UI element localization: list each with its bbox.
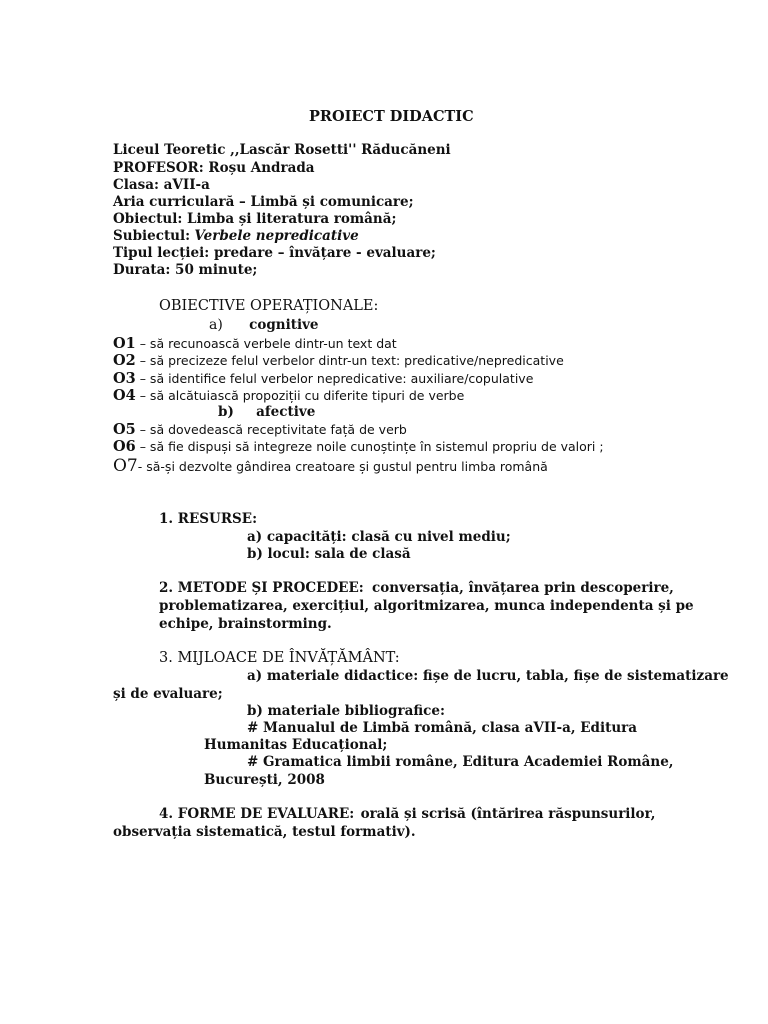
objective-text: – să precizeze felul verbelor dintr-un text: predicative/nepredicative <box>135 353 564 368</box>
affective-subheading <box>218 404 315 421</box>
durata-line: Durata: 50 minute; <box>113 262 258 278</box>
objective-item <box>113 438 604 456</box>
objective-text: – să identifice felul verbelor nepredicative: auxiliare/copulative <box>135 371 534 386</box>
aria-line: Aria curriculară – Limbă și comunicare; <box>113 194 414 210</box>
profesor-line: PROFESOR: Roșu Andrada <box>113 160 315 176</box>
subiectul-line <box>113 228 359 245</box>
mijloace-didactice-cont: și de evaluare; <box>113 686 223 702</box>
resurse-heading: 1. RESURSE: <box>159 511 258 527</box>
objective-text: – să recunoască verbele dintr-un text dat <box>135 336 397 351</box>
mijloace-heading: 3. MIJLOACE DE ÎNVĂȚĂMÂNT: <box>159 650 400 666</box>
forme-line-2: observația sistematică, testul formativ). <box>113 824 416 840</box>
objective-text: – să dovedească receptivitate față de verb <box>135 422 407 437</box>
objective-text: – să fie dispuși să integreze noile cunoștințe în sistemul propriu de valori ; <box>135 439 604 454</box>
objective-item <box>113 458 548 476</box>
objective-item <box>113 387 464 405</box>
objective-key: O1 <box>113 335 136 352</box>
subiectul-value: Verbele nepredicative <box>194 228 359 244</box>
bibliography-item-cont: București, 2008 <box>204 772 325 788</box>
school-name: Liceul Teoretic ,,Lascăr Rosetti'' Răducăneni <box>113 142 451 158</box>
objective-item <box>113 352 564 370</box>
forme-heading: 4. FORME DE EVALUARE: <box>159 806 355 822</box>
metode-text: conversația, învățarea prin descoperire, <box>372 580 674 596</box>
bibliography-item: # Gramatica limbii române, Editura Academiei Române, <box>247 754 674 770</box>
bibliography-item: # Manualul de Limbă română, clasa aVII-a, Editura <box>247 720 637 736</box>
objective-key: O2 <box>113 352 136 369</box>
cognitive-marker: a) <box>209 317 223 333</box>
objectives-heading: OBIECTIVE OPERAȚIONALE: <box>159 298 379 314</box>
mijloace-didactice: a) materiale didactice: fișe de lucru, tabla, fișe de sistematizare <box>247 668 729 684</box>
objective-text: - să-și dezvolte gândirea creatoare și gustul pentru limba română <box>137 459 548 474</box>
objective-key: O3 <box>113 370 136 387</box>
mijloace-bibliografice: b) materiale bibliografice: <box>247 703 445 719</box>
obiectul-line: Obiectul: Limba și literatura română; <box>113 211 397 227</box>
clasa-line: Clasa: aVII-a <box>113 177 210 193</box>
resurse-locul: b) locul: sala de clasă <box>247 546 411 562</box>
subiectul-label: Subiectul: <box>113 228 191 244</box>
cognitive-label: cognitive <box>249 317 319 333</box>
objective-text: – să alcătuiască propoziții cu diferite tipuri de verbe <box>135 388 465 403</box>
objective-item <box>113 421 407 439</box>
objective-key: O4 <box>113 387 136 404</box>
forme-text: orală și scrisă (întărirea răspunsurilor, <box>360 806 656 822</box>
cognitive-subheading <box>209 317 319 334</box>
metode-line-2: problematizarea, exercițiul, algoritmizarea, munca independenta și pe <box>159 598 694 614</box>
objective-item <box>113 370 533 388</box>
tipul-line: Tipul lecției: predare – învățare - evaluare; <box>113 245 436 261</box>
document-title: PROIECT DIDACTIC <box>309 108 474 125</box>
affective-marker: b) <box>218 404 234 420</box>
objective-key: O5 <box>113 421 136 438</box>
forme-line-1 <box>159 806 655 823</box>
bibliography-item-cont: Humanitas Educațional; <box>204 737 388 753</box>
metode-line-1 <box>159 580 674 597</box>
affective-label: afective <box>256 404 316 420</box>
resurse-capacitati: a) capacități: clasă cu nivel mediu; <box>247 529 511 545</box>
metode-heading: 2. METODE ȘI PROCEDEE: <box>159 580 364 596</box>
objective-key: O7 <box>113 456 138 476</box>
objective-key: O6 <box>113 438 136 455</box>
objective-item <box>113 335 397 353</box>
metode-line-3: echipe, brainstorming. <box>159 616 332 632</box>
